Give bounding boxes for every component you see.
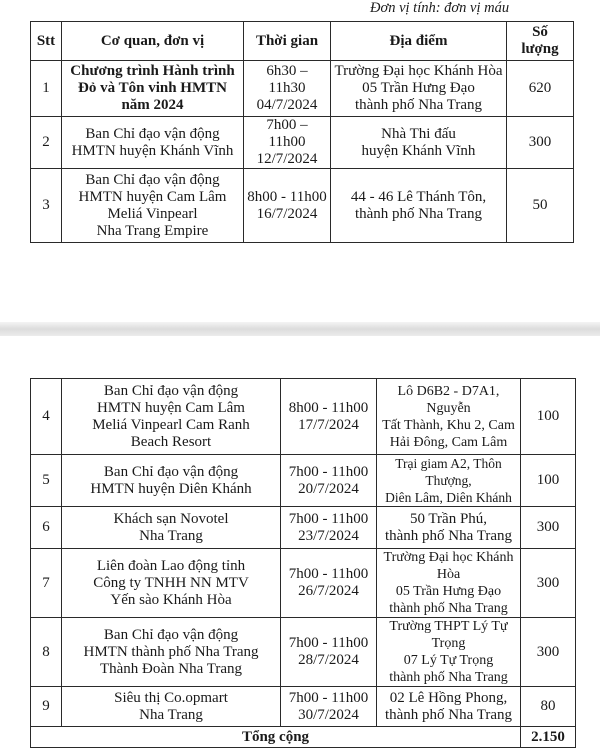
table-row <box>31 61 574 117</box>
total-row <box>31 727 576 748</box>
cell-stt: 1 <box>31 61 62 117</box>
cell-org: Khách sạn Novotel Nha Trang <box>62 507 281 549</box>
cell-qty: 300 <box>521 549 576 618</box>
cell-place: Trại giam A2, Thôn Thượng, Diên Lâm, Diên Khánh <box>377 455 521 507</box>
cell-stt: 8 <box>31 618 62 687</box>
cell-place: 02 Lê Hồng Phong, thành phố Nha Trang <box>377 687 521 727</box>
cell-stt: 5 <box>31 455 62 507</box>
table-header-row <box>31 22 574 61</box>
cell-org: Ban Chỉ đạo vận động HMTN huyện Khánh Vĩnh <box>62 117 244 169</box>
cell-time: 6h30 – 11h30 04/7/2024 <box>244 61 331 117</box>
cell-place: 44 - 46 Lê Thánh Tôn, thành phố Nha Trang <box>331 169 507 243</box>
table-row <box>31 169 574 243</box>
cell-org: Siêu thị Co.opmart Nha Trang <box>62 687 281 727</box>
cell-qty: 50 <box>507 169 574 243</box>
cell-time: 7h00 - 11h00 30/7/2024 <box>281 687 377 727</box>
header-org: Cơ quan, đơn vị <box>62 22 244 61</box>
cell-time: 8h00 - 11h00 16/7/2024 <box>244 169 331 243</box>
cell-qty: 100 <box>521 455 576 507</box>
cell-qty: 300 <box>507 117 574 169</box>
cell-qty: 620 <box>507 61 574 117</box>
table-row <box>31 507 576 549</box>
cell-place: Trường Đại học Khánh Hòa 05 Trần Hưng Đạo thành phố Nha Trang <box>377 549 521 618</box>
cell-stt: 6 <box>31 507 62 549</box>
cell-place: Trường THPT Lý Tự Trọng 07 Lý Tự Trọng thành phố Nha Trang <box>377 618 521 687</box>
table-row <box>31 455 576 507</box>
cell-qty: 80 <box>521 687 576 727</box>
cell-stt: 7 <box>31 549 62 618</box>
cell-qty: 100 <box>521 379 576 455</box>
cell-org: Ban Chỉ đạo vận động HMTN huyện Cam Lâm Meliá Vinpearl Cam Ranh Beach Resort <box>62 379 281 455</box>
header-place: Địa điểm <box>331 22 507 61</box>
cell-org: Liên đoàn Lao động tỉnh Công ty TNHH NN MTV Yến sào Khánh Hòa <box>62 549 281 618</box>
cell-stt: 3 <box>31 169 62 243</box>
cell-time: 7h00 - 11h00 20/7/2024 <box>281 455 377 507</box>
page-break-band <box>0 322 600 336</box>
cell-stt: 4 <box>31 379 62 455</box>
header-qty: Số lượng <box>507 22 574 61</box>
table-row <box>31 687 576 727</box>
cell-time: 8h00 - 11h00 17/7/2024 <box>281 379 377 455</box>
cell-qty: 300 <box>521 618 576 687</box>
header-time: Thời gian <box>244 22 331 61</box>
table-row <box>31 618 576 687</box>
total-label: Tổng cộng <box>31 727 521 748</box>
header-stt: Stt <box>31 22 62 61</box>
schedule-table-part-1 <box>30 21 574 243</box>
cell-org: Ban Chỉ đạo vận động HMTN huyện Diên Khánh <box>62 455 281 507</box>
cell-time: 7h00 - 11h00 23/7/2024 <box>281 507 377 549</box>
cell-place: Trường Đại học Khánh Hòa 05 Trần Hưng Đạo thành phố Nha Trang <box>331 61 507 117</box>
cell-qty: 300 <box>521 507 576 549</box>
cell-time: 7h00 - 11h00 26/7/2024 <box>281 549 377 618</box>
table-row <box>31 117 574 169</box>
cell-place: Nhà Thi đấu huyện Khánh Vĩnh <box>331 117 507 169</box>
cell-org: Ban Chỉ đạo vận động HMTN thành phố Nha Trang Thành Đoàn Nha Trang <box>62 618 281 687</box>
total-qty: 2.150 <box>521 727 576 748</box>
cell-stt: 9 <box>31 687 62 727</box>
cell-place: Lô D6B2 - D7A1, Nguyễn Tất Thành, Khu 2, Cam Hải Đông, Cam Lâm <box>377 379 521 455</box>
cell-time: 7h00 – 11h00 12/7/2024 <box>244 117 331 169</box>
cell-time: 7h00 - 11h00 28/7/2024 <box>281 618 377 687</box>
table-row <box>31 379 576 455</box>
table-row <box>31 549 576 618</box>
cell-place: 50 Trần Phú, thành phố Nha Trang <box>377 507 521 549</box>
cell-org: Ban Chỉ đạo vận động HMTN huyện Cam Lâm Meliá Vinpearl Nha Trang Empire <box>62 169 244 243</box>
cell-org: Chương trình Hành trình Đỏ và Tôn vinh HMTN năm 2024 <box>62 61 244 117</box>
cell-stt: 2 <box>31 117 62 169</box>
schedule-table-part-2 <box>30 378 576 748</box>
unit-note: Đơn vị tính: đơn vị máu <box>370 0 510 16</box>
